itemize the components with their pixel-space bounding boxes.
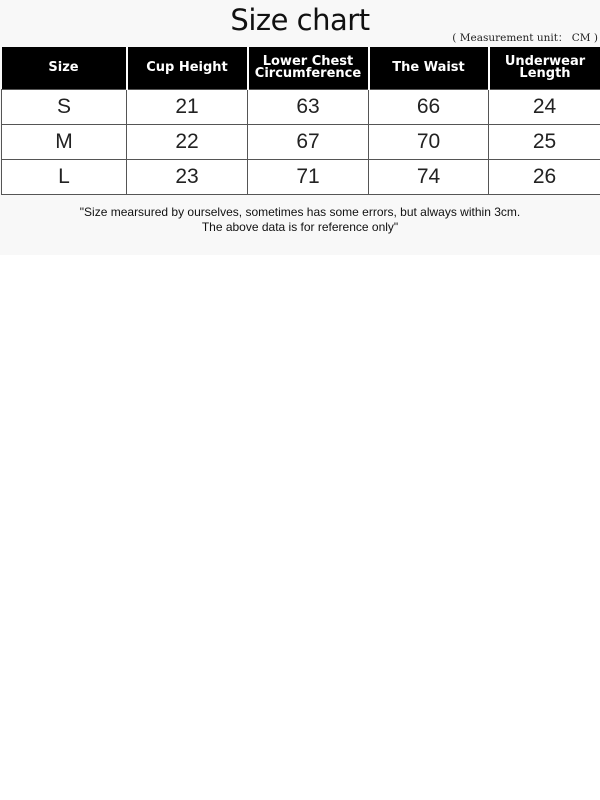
table-row (2, 160, 600, 195)
cell-size: S (2, 90, 127, 125)
size-table (1, 47, 600, 195)
header-lower-chest: Lower Chest Circumference (248, 47, 369, 90)
table-row (2, 125, 600, 160)
footnote-line-2: The above data is for reference only" (201, 220, 399, 234)
cell-lower-chest: 67 (248, 125, 369, 160)
footnote-line-1: "Size mearsured by ourselves, sometimes has some errors, but always within 3cm. (79, 205, 521, 219)
table-row (2, 90, 600, 125)
cell-waist: 66 (369, 90, 489, 125)
table-header-row (2, 47, 600, 90)
cell-lower-chest: 71 (248, 160, 369, 195)
cell-cup-height: 21 (127, 90, 248, 125)
header-underwear-length: Underwear Length (489, 47, 600, 90)
cell-cup-height: 22 (127, 125, 248, 160)
cell-underwear-length: 25 (489, 125, 600, 160)
size-chart-card (0, 0, 600, 255)
header-cup-height: Cup Height (127, 47, 248, 90)
cell-underwear-length: 24 (489, 90, 600, 125)
cell-size: M (2, 125, 127, 160)
header-waist: The Waist (369, 47, 489, 90)
cell-size: L (2, 160, 127, 195)
measurement-unit-note: ( Measurement unit： CM ) (452, 32, 598, 44)
cell-lower-chest: 63 (248, 90, 369, 125)
cell-underwear-length: 26 (489, 160, 600, 195)
chart-title: Size chart (230, 3, 370, 37)
header-size: Size (2, 47, 127, 90)
cell-waist: 74 (369, 160, 489, 195)
cell-cup-height: 23 (127, 160, 248, 195)
cell-waist: 70 (369, 125, 489, 160)
footnote (0, 205, 600, 235)
